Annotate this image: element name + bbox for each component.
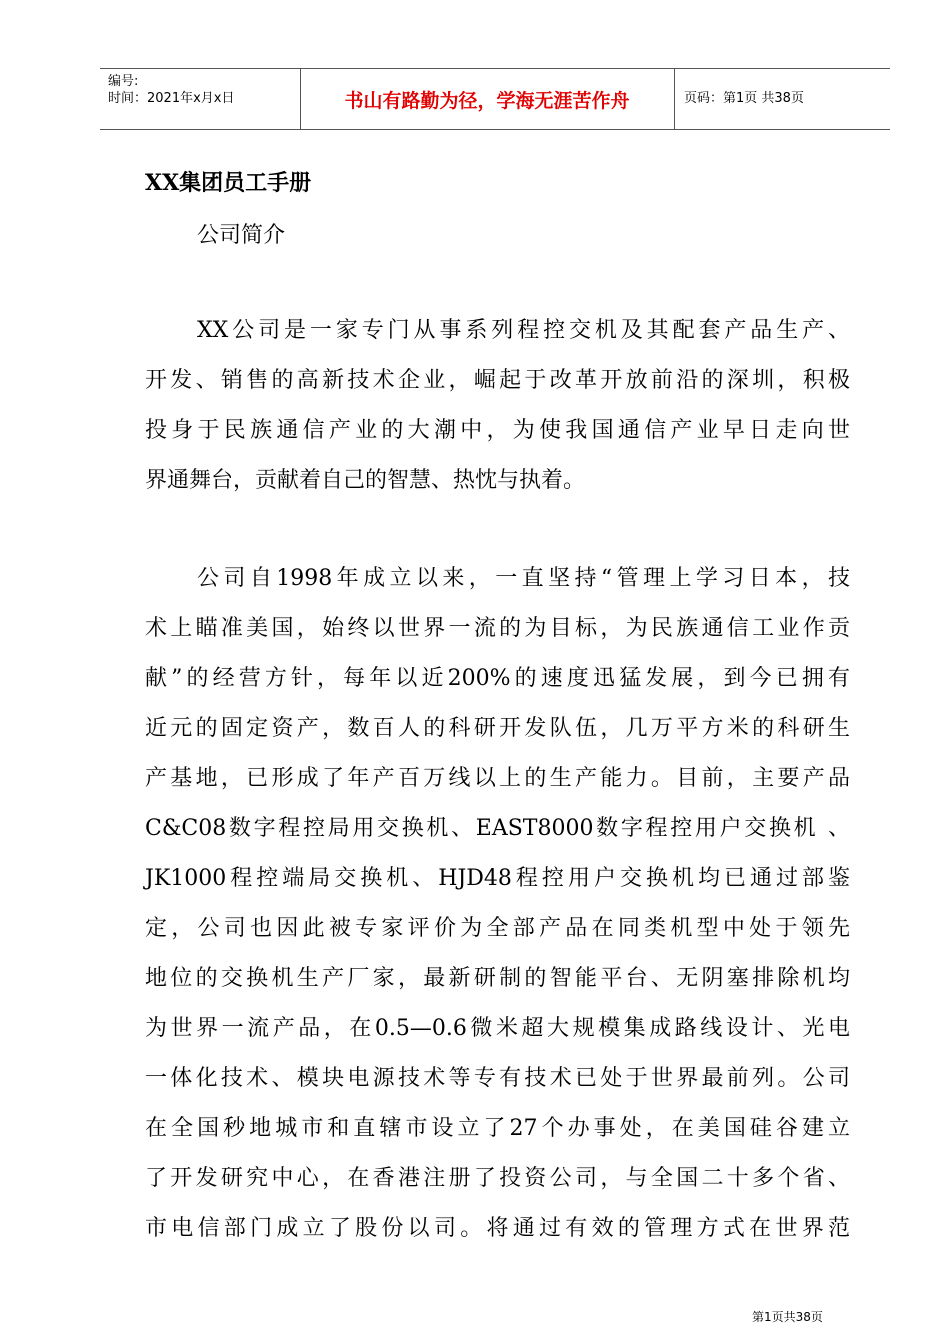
serial-label: 编号: xyxy=(108,74,139,89)
footer-page-info: 第1页共38页 xyxy=(752,1310,823,1324)
paragraph-line: 市电信部门成立了股份以司。将通过有效的管理方式在世界范 xyxy=(145,1216,850,1241)
paragraph-1 xyxy=(145,306,850,506)
document-title: XX集团员工手册 xyxy=(145,170,312,196)
paragraph-line: 产基地，已形成了年产百万线以上的生产能力。目前，主要产品 xyxy=(145,766,850,791)
paragraph-line: 在全国秒地城市和直辖市设立了27个办事处，在美国硅谷建立 xyxy=(145,1116,850,1141)
header-right-cell xyxy=(674,69,890,129)
paragraph-2 xyxy=(145,554,850,1254)
paragraph-line: 术上瞄准美国，始终以世界一流的为目标，为民族通信工业作贡 xyxy=(145,616,850,641)
paragraph-line: 公司自1998年成立以来，一直坚持“管理上学习日本，技 xyxy=(197,566,850,591)
paragraph-line: 一体化技术、模块电源技术等专有技术已处于世界最前列。公司 xyxy=(145,1066,850,1091)
page-header xyxy=(100,68,890,130)
paragraph-line: 开发、销售的高新技术企业，崛起于改革开放前沿的深圳，积极 xyxy=(145,368,850,393)
paragraph-line: 献”的经营方针，每年以近200%的速度迅猛发展，到今已拥有 xyxy=(145,666,850,691)
paragraph-line: C&C08数字程控局用交换机、EAST8000数字程控用户交换机 、 xyxy=(145,816,850,841)
paragraph-line: 近元的固定资产，数百人的科研开发队伍，几万平方米的科研生 xyxy=(145,716,850,741)
paragraph-line: 定，公司也因此被专家评价为全部产品在同类机型中处于领先 xyxy=(145,916,850,941)
paragraph-line: 地位的交换机生产厂家，最新研制的智能平台、无阴塞排除机均 xyxy=(145,966,850,991)
paragraph-line: XX公司是一家专门从事系列程控交机及其配套产品生产、 xyxy=(197,318,850,343)
date-label: 时间：2021年x月x日 xyxy=(108,91,235,106)
paragraph-line: 了开发研究中心，在香港注册了投资公司，与全国二十多个省、 xyxy=(145,1166,850,1191)
paragraph-line: 界通舞台，贡献着自己的智慧、热忱与执着。 xyxy=(145,468,586,493)
header-motto-cell xyxy=(300,69,675,129)
section-title: 公司简介 xyxy=(197,223,286,248)
header-left-cell xyxy=(100,69,301,129)
header-page-info: 页码：第1页 共38页 xyxy=(684,91,804,106)
paragraph-line: 投身于民族通信产业的大潮中，为使我国通信产业早日走向世 xyxy=(145,418,850,443)
paragraph-line: JK1000程控端局交换机、HJD48程控用户交换机均已通过部鉴 xyxy=(145,866,850,891)
header-motto: 书山有路勤为径，学海无涯苦作舟 xyxy=(344,90,630,112)
paragraph-line: 为世界一流产品，在0.5—0.6微米超大规模集成路线设计、光电 xyxy=(145,1016,850,1041)
